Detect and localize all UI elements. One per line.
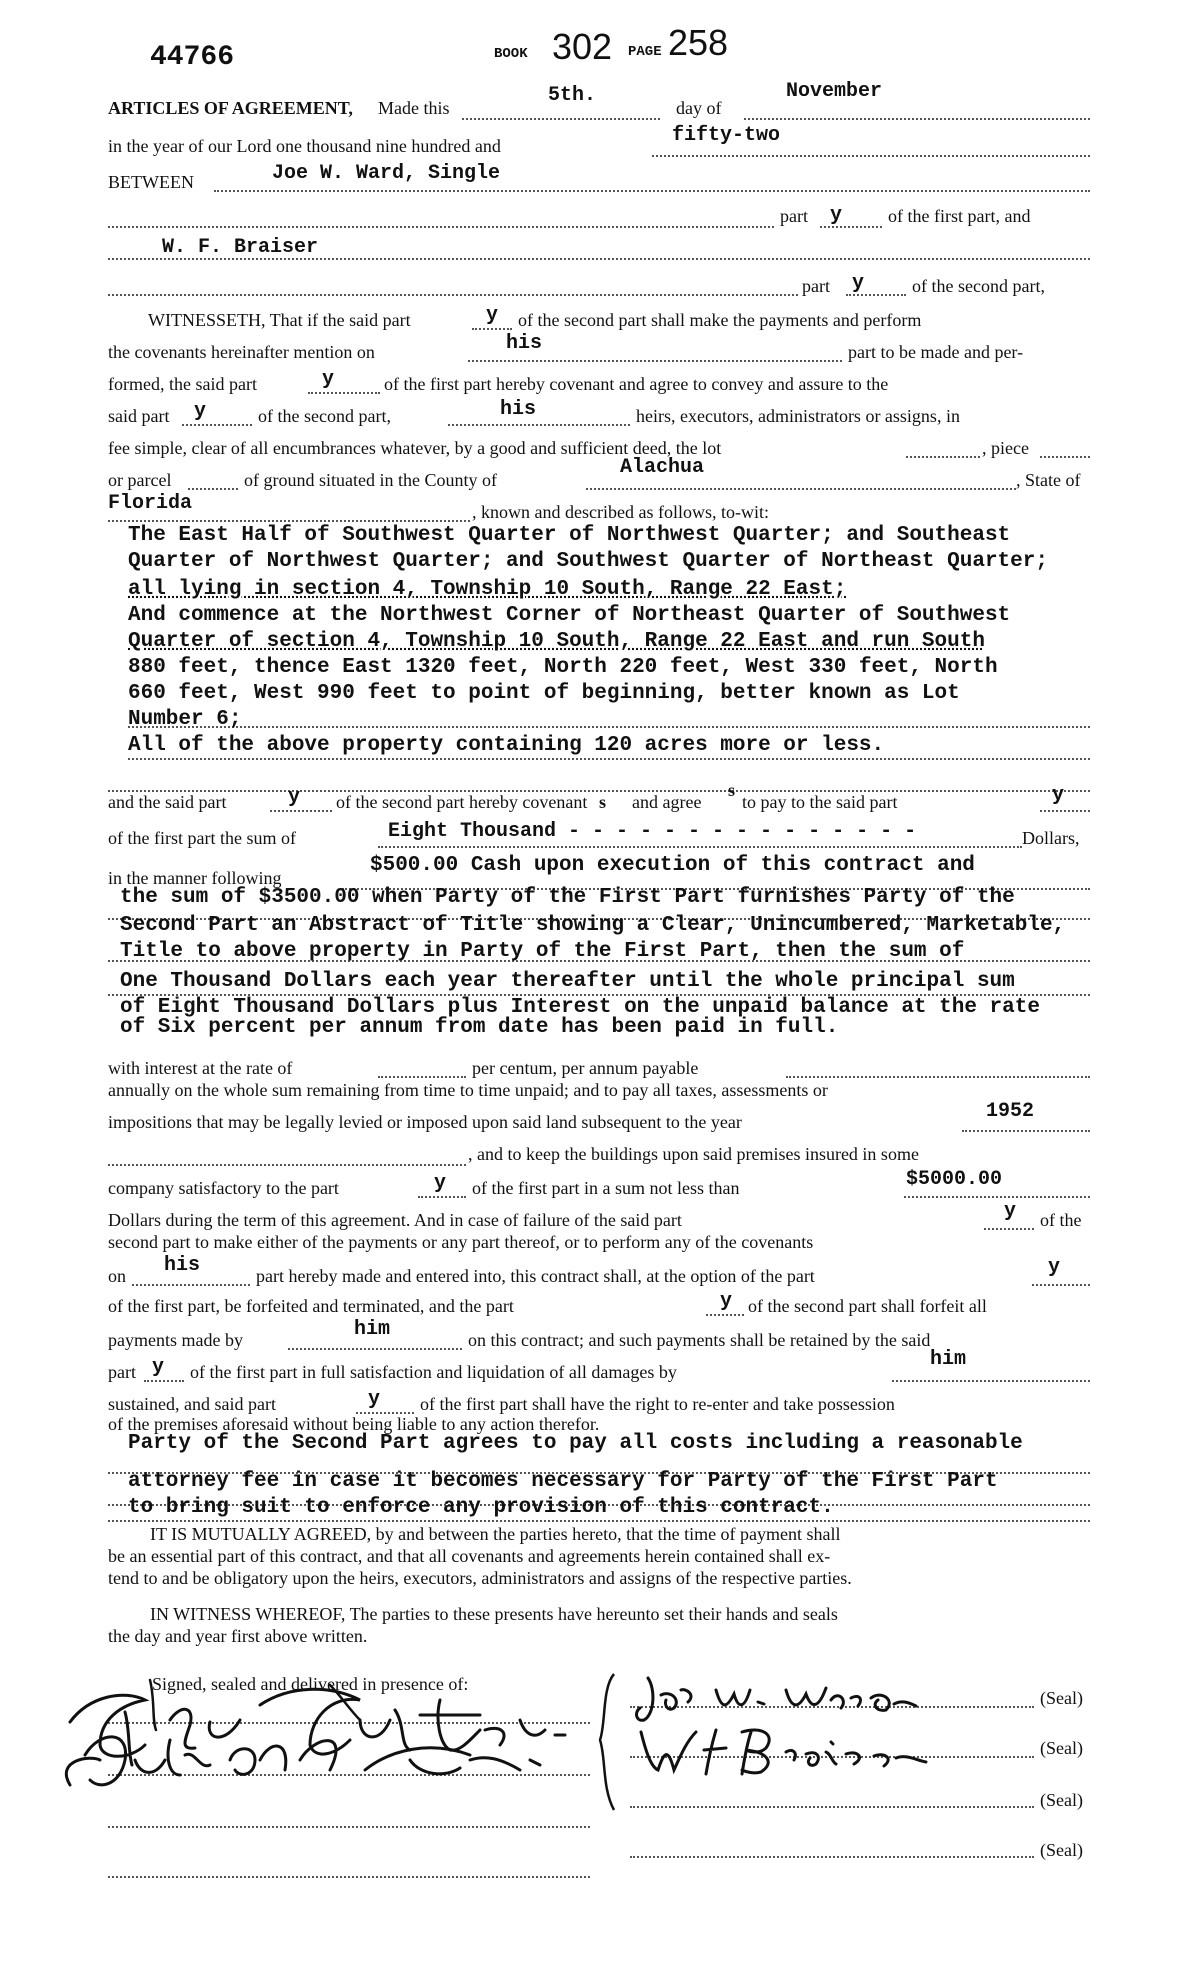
page-number: 258 [668,22,729,63]
payment-2b: Dollars, [1022,828,1080,848]
brace-mark [592,1668,620,1818]
description-line: 880 feet, thence East 1320 feet, North 220 feet, West 330 feet, North [128,656,998,679]
interest-8b: part hereby made and entered into, this contract shall, at the option of the part [256,1266,815,1286]
interest-9y: y [720,1290,733,1313]
description-line: The East Half of Southwest Quarter of Northwest Quarter; and Southeast [128,524,1011,547]
page-label: PAGE [628,44,662,60]
year-label: in the year of our Lord one thousand nine hundred and [108,136,501,156]
witnesseth-5: fee simple, clear of all encumbrances whatever, by a good and sufficient deed, the lot [108,438,722,458]
description-line: Quarter of section 4, Township 10 South, Range 22 East and run South [128,630,985,653]
seal-label: (Seal) [1040,1738,1083,1758]
witnesseth-1y: y [486,304,499,327]
interest-10-him: him [354,1318,391,1341]
payment-2a: of the first part the sum of [108,828,296,848]
interest-10a: payments made by [108,1330,243,1350]
second-party-name: W. F. Braiser [162,236,319,259]
party2-part-label: part [802,276,830,296]
state-value: Florida [108,492,193,515]
witnesseth-6c: , State of [1016,470,1081,490]
party2-plural: y [852,272,865,295]
day-of-label: day of [676,98,722,118]
witnesseth-2-his: his [506,332,543,355]
description-line: 660 feet, West 990 feet to point of beginning, better known as Lot [128,682,960,705]
terms-line: Second Part an Abstract of Title showing a Clear, Unincumbered, Marketable, [120,914,1066,937]
interest-12y: y [368,1388,381,1411]
witnesseth-3a: formed, the said part [108,374,257,394]
payment-1d: to pay to the said part [742,792,898,812]
payment-1y: y [288,786,301,809]
party1-tail: of the first part, and [888,206,1031,226]
interest-1b: per centum, per annum payable [472,1058,699,1078]
interest-8-his: his [164,1254,201,1277]
description-line: all lying in section 4, Township 10 South, Range 22 East; [128,578,847,601]
witnesseth-1b: of the second part shall make the payments and perform [518,310,922,330]
day-value: 5th. [548,84,597,107]
mutual-3: tend to and be obligatory upon the heirs, executors, administrators and assigns of the respective parties. [108,1568,852,1588]
interest-13: of the premises aforesaid without being liable to any action therefor. [108,1414,600,1434]
terms-line: of Eight Thousand Dollars plus Interest on the unpaid balance at the rate [120,996,1040,1019]
interest-9a: of the first part, be forfeited and terminated, and the part [108,1296,514,1316]
payment-1s2: s [728,780,736,800]
interest-6a: Dollars during the term of this agreement. And in case of failure of the said part [108,1210,682,1230]
witnesseth-3y: y [322,368,335,391]
month-value: November [786,80,883,103]
book-label: BOOK [494,46,528,62]
description-line: All of the above property containing 120 acres more or less. [128,734,885,757]
terms-line: the sum of $3500.00 when Party of the First Part furnishes Party of the [120,886,1015,909]
payment-1b: of the second part hereby covenant [336,792,588,812]
payment-1a: and the said part [108,792,227,812]
witnesseth-5b: , piece [982,438,1029,458]
tax-year-value: 1952 [986,1100,1035,1123]
witnesseth-4a: said part [108,406,170,426]
party1-plural: y [830,204,843,227]
mutual-2: be an essential part of this contract, and that all covenants and agreements herein contained shall ex- [108,1546,831,1566]
description-line: And commence at the Northwest Corner of Northeast Quarter of Southwest [128,604,1011,627]
extra-term-line: Party of the Second Part agrees to pay all costs including a reasonable [128,1432,1023,1455]
first-party-name: Joe W. Ward, Single [272,162,501,185]
interest-10b: on this contract; and such payments shall be retained by the said [468,1330,931,1350]
terms-line: of Six percent per annum from date has been paid in full. [120,1016,839,1039]
mutual-1: IT IS MUTUALLY AGREED, by and between the parties hereto, that the time of payment shall [150,1524,841,1544]
witnesseth-6a: or parcel [108,470,172,490]
party2-tail: of the second part, [912,276,1045,296]
witnesseth-3b: of the first part hereby covenant and agree to convey and assure to the [384,374,889,394]
interest-11-him: him [930,1348,967,1371]
between-label: BETWEEN [108,172,194,192]
interest-6b: of the [1040,1210,1082,1230]
description-line: Quarter of Northwest Quarter; and Southwest Quarter of Northeast Quarter; [128,550,1048,573]
witnesseth-2a: the covenants hereinafter mention on [108,342,375,362]
interest-11a: part [108,1362,136,1382]
witnesseth-2b: part to be made and per- [848,342,1024,362]
terms-line: Title to above property in Party of the First Part, then the sum of [120,940,965,963]
witnesseth-4y: y [194,400,207,423]
payment-1y2: y [1052,784,1065,807]
sum-value: Eight Thousand - - - - - - - - - - - - - - - [388,820,917,843]
interest-5a: company satisfactory to the part [108,1178,339,1198]
interest-12b: of the first part shall have the right to re-enter and take possession [420,1394,895,1414]
payment-3a: in the manner following [108,868,282,888]
interest-11y: y [152,1356,165,1379]
witnesseth-7: , known and described as follows, to-wit: [472,502,769,522]
interest-2: annually on the whole sum remaining from time to time unpaid; and to pay all taxes, assessments or [108,1080,828,1100]
witnesseth-4-his: his [500,398,537,421]
articles-heading: ARTICLES OF AGREEMENT, [108,98,353,118]
made-this-label: Made this [378,98,450,118]
interest-7: second part to make either of the payments or any part thereof, or to perform any of the covenants [108,1232,814,1252]
interest-5y: y [434,1172,447,1195]
document-number: 44766 [150,42,235,73]
county-value: Alachua [620,456,705,479]
signature-w-f-braiser [626,1712,956,1782]
interest-5b: of the first part in a sum not less than [472,1178,740,1198]
extra-term-line: to bring suit to enforce any provision of this contract. [128,1496,834,1519]
interest-8y: y [1048,1256,1061,1279]
witnesseth-6b: of ground situated in the County of [244,470,497,490]
payment-1s1: s [599,792,607,812]
description-line: Number 6; [128,708,242,731]
party1-part-label: part [780,206,808,226]
insured-value: $5000.00 [906,1168,1003,1191]
interest-1a: with interest at the rate of [108,1058,293,1078]
witness-whereof-2: the day and year first above written. [108,1626,368,1646]
year-value: fifty-two [672,124,781,147]
terms-line: One Thousand Dollars each year thereafter until the whole principal sum [120,970,1015,993]
interest-6y: y [1004,1200,1017,1223]
interest-12a: sustained, and said part [108,1394,276,1414]
witness-whereof-1: IN WITNESS WHEREOF, The parties to these presents have hereunto set their hands and seals [150,1604,838,1624]
extra-term-line: attorney fee in case it becomes necessary for Party of the First Part [128,1470,998,1493]
seal-label: (Seal) [1040,1790,1083,1810]
witnesseth-4c: heirs, executors, administrators or assigns, in [636,406,960,426]
book-number: 302 [552,26,613,67]
terms-line: $500.00 Cash upon execution of this contract and [370,854,975,877]
witnesseth-1a: WITNESSETH, That if the said part [148,310,411,330]
interest-11b: of the first part in full satisfaction and liquidation of all damages by [190,1362,677,1382]
interest-9b: of the second part shall forfeit all [748,1296,987,1316]
witness-signature-carter [30,1660,590,1810]
seal-label: (Seal) [1040,1840,1083,1860]
seal-label: (Seal) [1040,1688,1083,1708]
interest-4b: , and to keep the buildings upon said premises insured in some [468,1144,919,1164]
interest-3a: impositions that may be legally levied or imposed upon said land subsequent to the year [108,1112,742,1132]
witnesseth-4b: of the second part, [258,406,391,426]
interest-8a: on [108,1266,126,1286]
signed-in-presence-label: Signed, sealed and delivered in presence of: [152,1674,469,1694]
payment-1c: and agree [632,792,702,812]
